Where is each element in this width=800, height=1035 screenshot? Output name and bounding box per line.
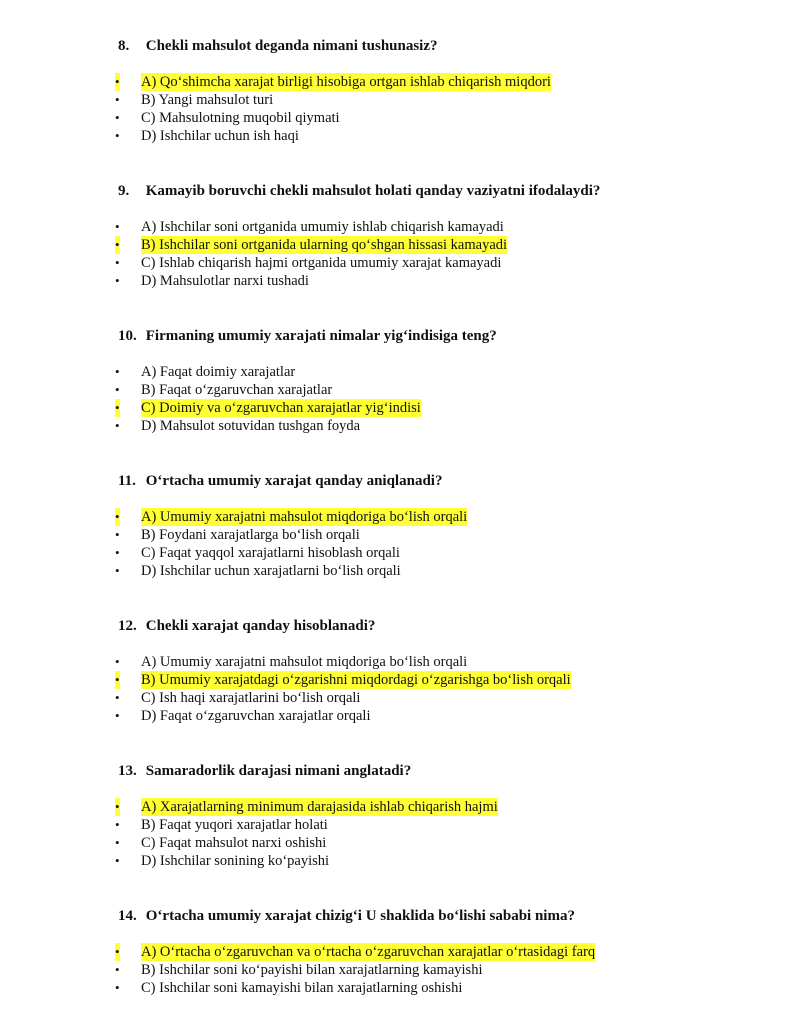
answer-option — [115, 834, 758, 852]
question-number: 12. — [118, 618, 137, 634]
answer-option-text: A) Faqat doimiy xarajatlar — [141, 364, 296, 380]
bullet-icon: • — [115, 527, 120, 542]
question-block — [115, 37, 758, 145]
answer-option-highlighted — [115, 399, 758, 417]
answer-option — [115, 544, 758, 562]
question-text: Firmaning umumiy xarajati nimalar yig‘indisiga teng? — [145, 328, 497, 344]
answer-option — [115, 689, 758, 707]
answer-option-text: C) Ish haqi xarajatlarini bo‘lish orqali — [141, 690, 361, 706]
answer-option-text: D) Mahsulot sotuvidan tushgan foyda — [141, 418, 361, 434]
bullet-icon: • — [115, 817, 120, 832]
question-block — [115, 327, 758, 435]
answer-option — [115, 526, 758, 544]
answer-option-text: A) Ishchilar soni ortganida umumiy ishlab chiqarish kamayadi — [141, 219, 504, 235]
answer-option-text: A) O‘rtacha o‘zgaruvchan va o‘rtacha o‘zgaruvchan xarajatlar o‘rtasidagi farq — [141, 944, 596, 960]
question-block — [115, 907, 758, 997]
question-number: 13. — [118, 763, 137, 779]
answer-options-list — [115, 653, 758, 725]
answer-option-text: A) Umumiy xarajatni mahsulot miqdoriga bo‘lish orqali — [141, 654, 468, 670]
bullet-icon: • — [115, 654, 120, 669]
answer-option — [115, 979, 758, 997]
question-text: O‘rtacha umumiy xarajat chizig‘i U shaklida bo‘lishi sababi nima? — [145, 908, 575, 924]
bullet-icon: • — [115, 962, 120, 977]
answer-option-text: B) Faqat o‘zgaruvchan xarajatlar — [141, 382, 333, 398]
bullet-icon: • — [115, 545, 120, 560]
answer-option-highlighted — [115, 798, 758, 816]
question-number: 11. — [118, 473, 136, 489]
question-block — [115, 617, 758, 725]
bullet-icon: • — [115, 255, 120, 270]
answer-options-list — [115, 73, 758, 145]
answer-option-highlighted — [115, 943, 758, 961]
question-text: Chekli xarajat qanday hisoblanadi? — [145, 618, 376, 634]
answer-option-text: B) Foydani xarajatlarga bo‘lish orqali — [141, 527, 360, 543]
question-text: O‘rtacha umumiy xarajat qanday aniqlanadi? — [145, 473, 443, 489]
bullet-icon: • — [115, 110, 120, 125]
answer-option-text: D) Ishchilar uchun ish haqi — [141, 128, 299, 144]
bullet-icon: • — [115, 944, 120, 959]
bullet-icon: • — [115, 364, 120, 379]
answer-option-text: B) Faqat yuqori xarajatlar holati — [141, 817, 328, 833]
answer-option-text: A) Qo‘shimcha xarajat birligi hisobiga ortgan ishlab chiqarish miqdori — [141, 74, 551, 90]
bullet-icon: • — [115, 690, 120, 705]
answer-option-text: B) Yangi mahsulot turi — [141, 92, 274, 108]
answer-option-text: B) Ishchilar soni ortganida ularning qo‘shgan hissasi kamayadi — [141, 237, 508, 253]
question-title — [118, 617, 758, 635]
answer-option-highlighted — [115, 73, 758, 91]
answer-option — [115, 961, 758, 979]
answer-options-list — [115, 943, 758, 997]
bullet-icon: • — [115, 219, 120, 234]
bullet-icon: • — [115, 509, 120, 524]
answer-options-list — [115, 798, 758, 870]
question-text: Chekli mahsulot deganda nimani tushunasiz? — [145, 38, 438, 54]
answer-option-highlighted — [115, 671, 758, 689]
answer-option-text: C) Doimiy va o‘zgaruvchan xarajatlar yig‘indisi — [141, 400, 421, 416]
answer-option-text: D) Faqat o‘zgaruvchan xarajatlar orqali — [141, 708, 371, 724]
answer-option — [115, 127, 758, 145]
answer-option — [115, 816, 758, 834]
question-title — [118, 762, 758, 780]
answer-option-highlighted — [115, 508, 758, 526]
answer-option-text: D) Mahsulotlar narxi tushadi — [141, 273, 309, 289]
question-block — [115, 762, 758, 870]
answer-options-list — [115, 363, 758, 435]
answer-options-list — [115, 508, 758, 580]
answer-option-text: D) Ishchilar sonining ko‘payishi — [141, 853, 330, 869]
question-title — [118, 472, 758, 490]
bullet-icon: • — [115, 418, 120, 433]
answer-option-text: A) Xarajatlarning minimum darajasida ishlab chiqarish hajmi — [141, 799, 498, 815]
answer-option — [115, 852, 758, 870]
bullet-icon: • — [115, 835, 120, 850]
bullet-icon: • — [115, 799, 120, 814]
bullet-icon: • — [115, 853, 120, 868]
question-number: 9. — [118, 183, 130, 199]
bullet-icon: • — [115, 92, 120, 107]
answer-option-text: D) Ishchilar uchun xarajatlarni bo‘lish orqali — [141, 563, 401, 579]
answer-option-text: A) Umumiy xarajatni mahsulot miqdoriga bo‘lish orqali — [141, 509, 468, 525]
answer-option — [115, 272, 758, 290]
answer-option-text: C) Ishchilar soni kamayishi bilan xarajatlarning oshishi — [141, 980, 463, 996]
bullet-icon: • — [115, 708, 120, 723]
question-number: 14. — [118, 908, 137, 924]
answer-option — [115, 562, 758, 580]
answer-option-text: C) Mahsulotning muqobil qiymati — [141, 110, 340, 126]
answer-option-text: B) Ishchilar soni ko‘payishi bilan xarajatlarning kamayishi — [141, 962, 483, 978]
bullet-icon: • — [115, 128, 120, 143]
answer-option — [115, 218, 758, 236]
answer-option — [115, 707, 758, 725]
bullet-icon: • — [115, 237, 120, 252]
answer-options-list — [115, 218, 758, 290]
question-text: Kamayib boruvchi chekli mahsulot holati qanday vaziyatni ifodalaydi? — [145, 183, 601, 199]
answer-option — [115, 417, 758, 435]
answer-option-highlighted — [115, 236, 758, 254]
question-title — [118, 907, 758, 925]
question-block — [115, 472, 758, 580]
answer-option-text: C) Ishlab chiqarish hajmi ortganida umumiy xarajat kamayadi — [141, 255, 502, 271]
question-number: 8. — [118, 38, 130, 54]
bullet-icon: • — [115, 672, 120, 687]
bullet-icon: • — [115, 400, 120, 415]
answer-option-text: B) Umumiy xarajatdagi o‘zgarishni miqdordagi o‘zgarishga bo‘lish orqali — [141, 672, 571, 688]
answer-option — [115, 91, 758, 109]
answer-option — [115, 653, 758, 671]
question-text: Samaradorlik darajasi nimani anglatadi? — [145, 763, 412, 779]
bullet-icon: • — [115, 980, 120, 995]
answer-option-text: C) Faqat mahsulot narxi oshishi — [141, 835, 327, 851]
question-title — [118, 327, 758, 345]
answer-option — [115, 363, 758, 381]
answer-option — [115, 254, 758, 272]
answer-option — [115, 109, 758, 127]
question-title — [118, 37, 758, 55]
answer-option — [115, 381, 758, 399]
question-title — [118, 182, 758, 200]
bullet-icon: • — [115, 563, 120, 578]
bullet-icon: • — [115, 273, 120, 288]
bullet-icon: • — [115, 382, 120, 397]
answer-option-text: C) Faqat yaqqol xarajatlarni hisoblash orqali — [141, 545, 400, 561]
question-block — [115, 182, 758, 290]
bullet-icon: • — [115, 74, 120, 89]
question-number: 10. — [118, 328, 137, 344]
